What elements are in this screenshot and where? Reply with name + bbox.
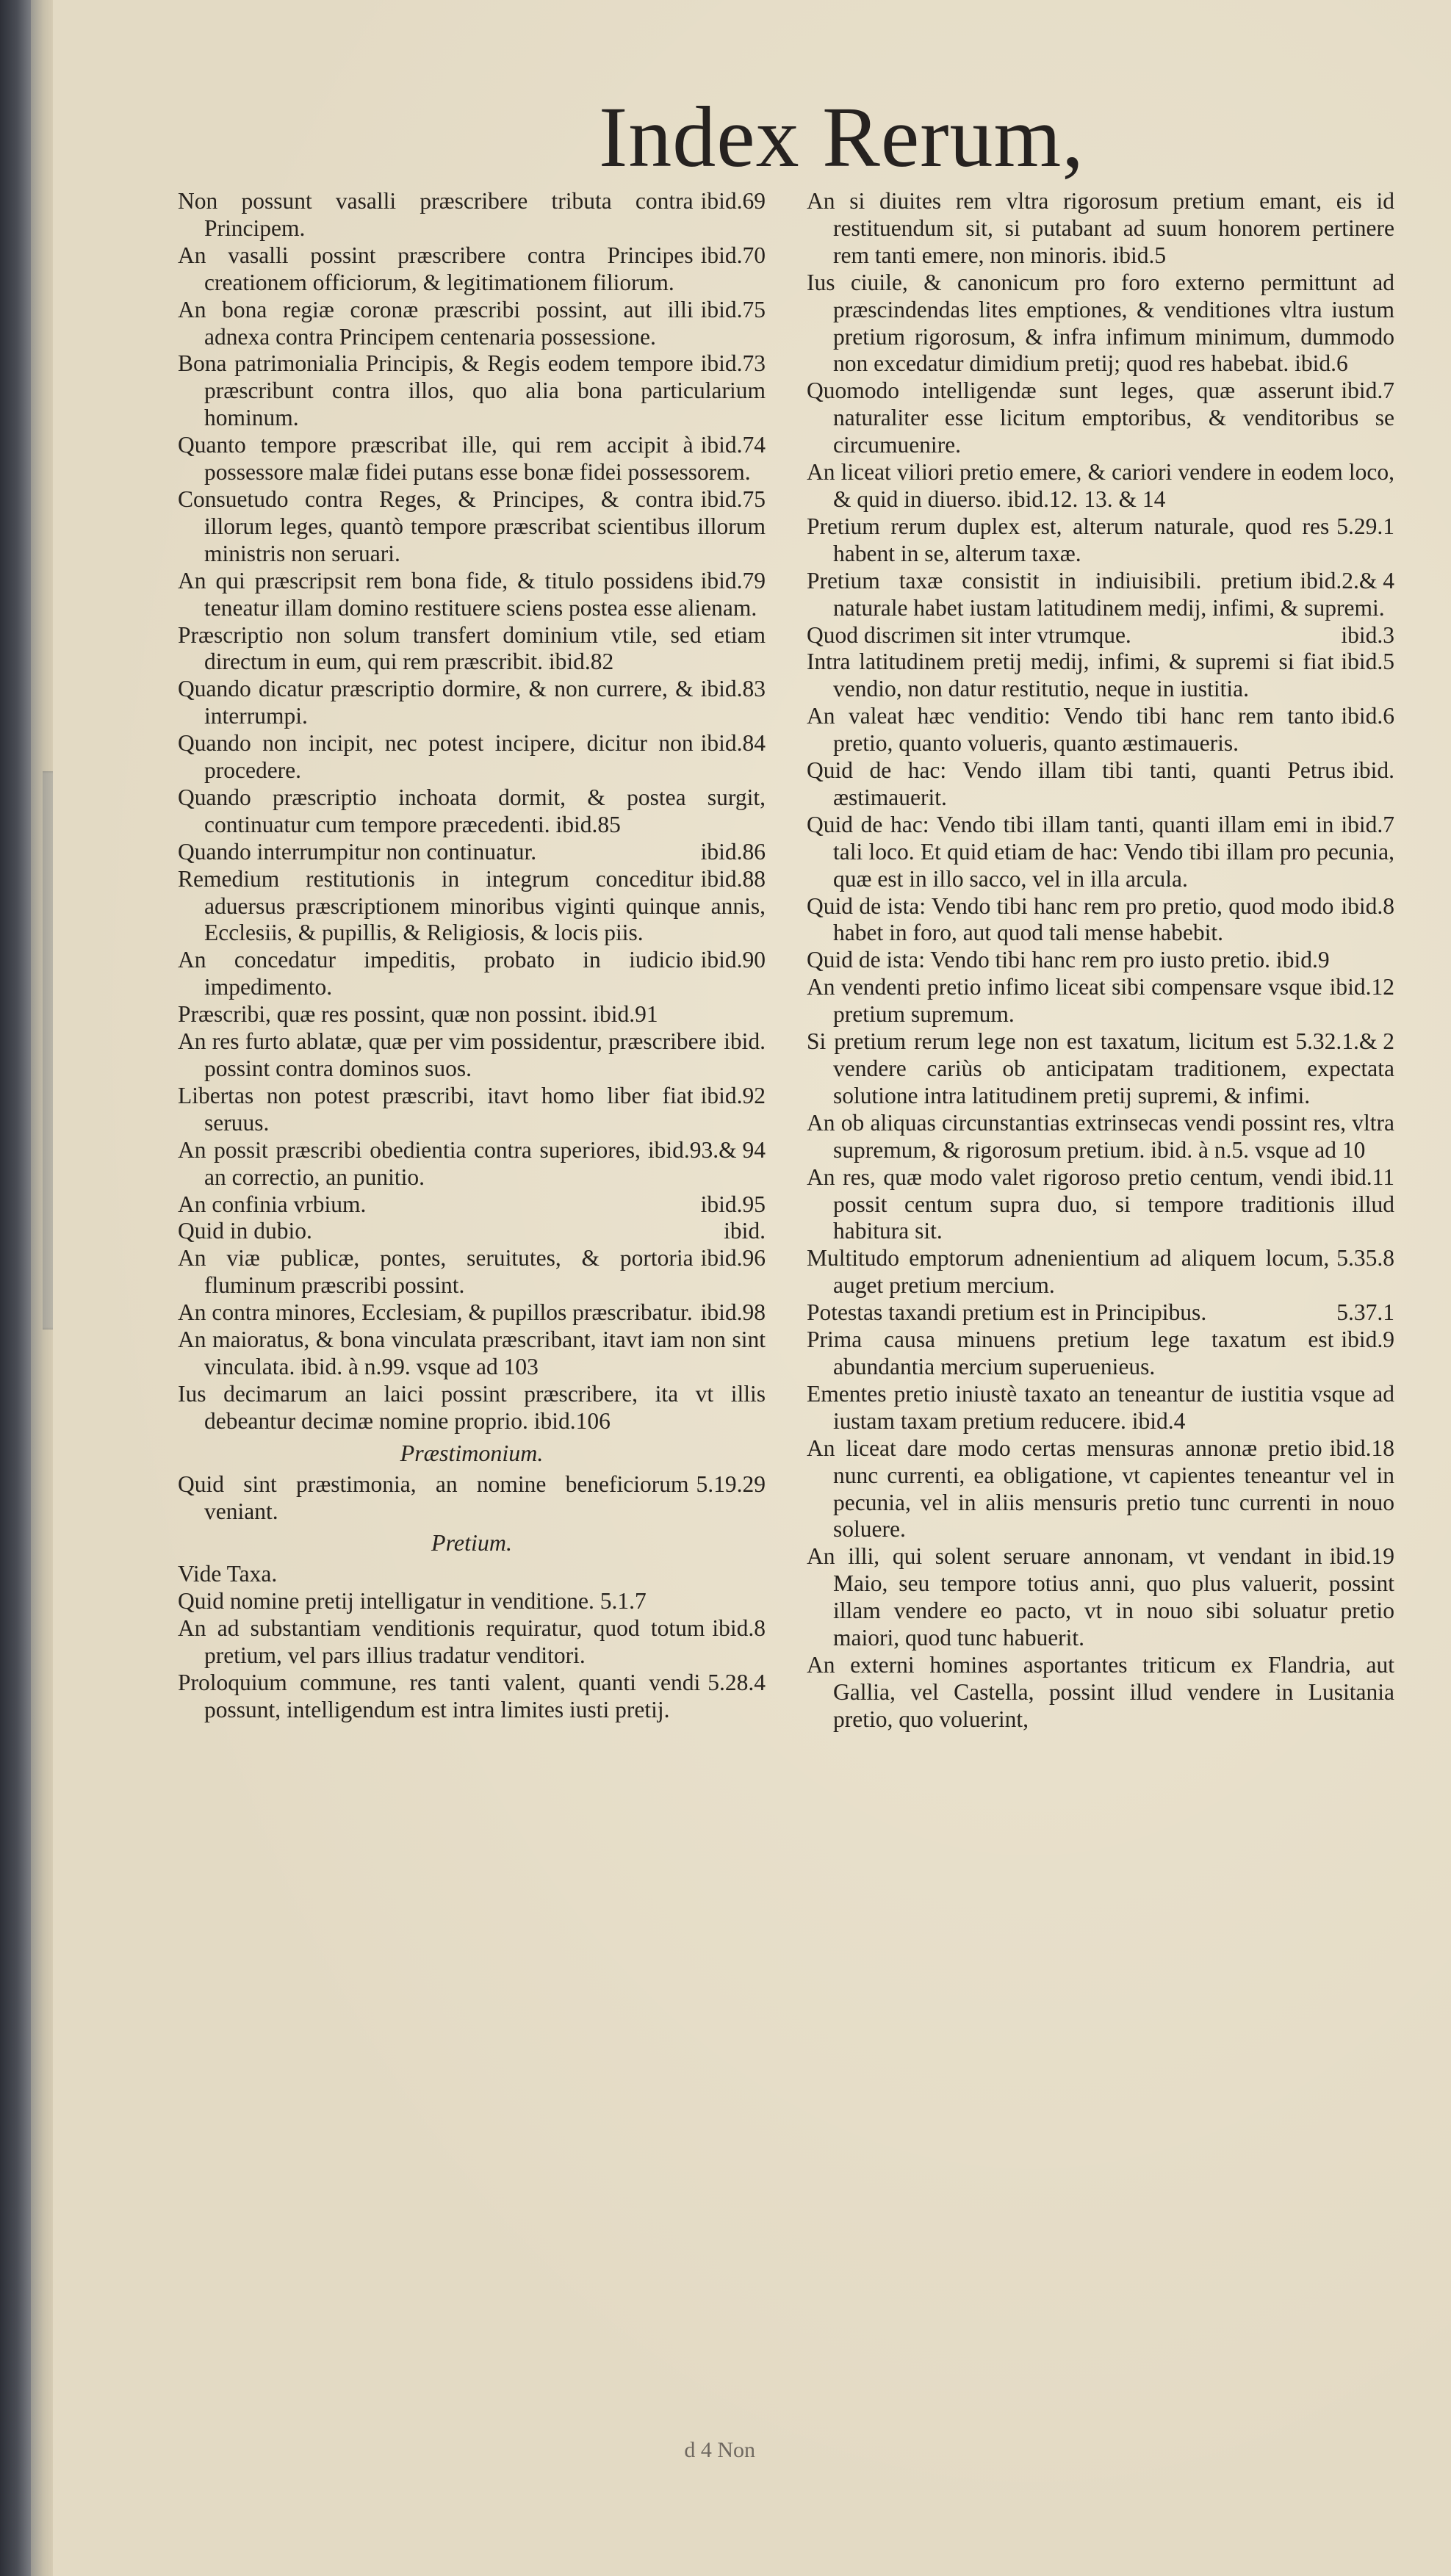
index-entry <box>178 188 766 242</box>
index-entry <box>178 297 766 351</box>
entry-text: Quid de hac: Vendo illam tibi tanti, quanti Petrus æstimauerit. <box>807 757 1346 810</box>
entry-reference: ibid.18 <box>1329 1435 1394 1461</box>
entry-text: An externi homines asportantes triticum ex Flandria, aut Gallia, vel Castella, possint illud vendere in Lusitania pretio, quo voluerint, <box>807 1651 1394 1732</box>
index-entry <box>807 1299 1394 1327</box>
index-entry <box>178 676 766 730</box>
index-entry <box>178 866 766 948</box>
index-entry <box>178 486 766 568</box>
index-entry <box>807 378 1394 459</box>
entry-text: Ementes pretio iniustè taxato an teneantur de iustitia vsque ad iustam taxam pretium reducere. ibid.4 <box>807 1380 1394 1434</box>
entry-text: Præscribi, quæ res possint, quæ non possint. ibid.91 <box>178 1001 658 1028</box>
index-entry <box>807 1652 1394 1733</box>
entry-text: An maioratus, & bona vinculata præscribant, itavt iam non sint vinculata. ibid. à n.99. vsque ad 103 <box>178 1327 766 1379</box>
entry-text: Libertas non potest præscribi, itavt homo liber fiat seruus. <box>178 1082 694 1136</box>
index-entry <box>807 1381 1394 1435</box>
entry-reference: 5.35.8 <box>1336 1245 1394 1271</box>
index-entry <box>178 242 766 297</box>
index-entry <box>178 622 766 677</box>
index-entry <box>807 947 1394 974</box>
entry-text: An confinia vrbium. <box>178 1191 367 1217</box>
index-entry <box>807 703 1394 757</box>
index-entry <box>178 1083 766 1137</box>
index-entry <box>178 1471 766 1526</box>
entry-reference: ibid.75 <box>700 296 766 322</box>
entry-reference: ibid.69 <box>700 188 766 214</box>
index-entry <box>178 1028 766 1083</box>
index-entry <box>178 839 766 866</box>
entry-reference: ibid.88 <box>700 865 766 892</box>
index-entry <box>178 432 766 486</box>
entry-text: Quod discrimen sit inter vtrumque. <box>807 621 1131 648</box>
entry-text: Bona patrimonialia Principis, & Regis eodem tempore præscribunt contra illos, quo alia bona particularium hominum. <box>178 350 766 431</box>
entry-reference: ibid.7 <box>1341 811 1394 837</box>
index-entry <box>178 1561 766 1588</box>
entry-text: An vasalli possint præscribere contra Principes creationem officiorum, & legitimationem filiorum. <box>178 242 694 295</box>
entry-text: An si diuites rem vltra rigorosum pretium emant, eis id restituendum sit, si putabant ad suum honorem pertinere rem tanti emere, non minoris. ibid.5 <box>807 188 1394 268</box>
entry-text: Quando interrumpitur non continuatur. <box>178 838 537 865</box>
index-entry <box>178 1327 766 1381</box>
index-entry <box>807 974 1394 1028</box>
entry-text: An contra minores, Ecclesiam, & pupillos præscribatur. <box>178 1299 693 1326</box>
entry-text: Quando non incipit, nec potest incipere, dicitur non procedere. <box>178 730 694 784</box>
index-entry <box>178 730 766 784</box>
entry-text: Multitudo emptorum adnenientium ad aliquem locum, auget pretium mercium. <box>807 1245 1330 1299</box>
entry-text: Pretium taxæ consistit in indiuisibili. pretium naturale habet iustam latitudinem medij, infimi, & supremi. <box>807 567 1385 621</box>
index-entry <box>807 1110 1394 1164</box>
entry-text: Quid in dubio. <box>178 1218 312 1244</box>
entry-text: Pretium rerum duplex est, alterum naturale, quod res habent in se, alterum taxæ. <box>807 513 1330 566</box>
entry-reference: 5.37.1 <box>1336 1299 1394 1326</box>
entry-text: Quid nomine pretij intelligatur in venditione. 5.1.7 <box>178 1588 647 1614</box>
index-entry <box>178 947 766 1001</box>
entry-text: An viæ publicæ, pontes, seruitutes, & portoria fluminum præscribi possint. <box>178 1245 694 1299</box>
index-entry <box>807 1327 1394 1381</box>
entry-text: An bona regiæ coronæ præscribi possint, aut illi adnexa contra Principem centenaria possessione. <box>178 296 694 350</box>
entry-text: Præscriptio non solum transfert dominium vtile, sed etiam directum in eum, qui rem præscribit. ibid.82 <box>178 621 766 675</box>
entry-text: Quid de ista: Vendo tibi hanc rem pro pretio, quod modo habet in foro, aut quod tali mense habebit. <box>807 892 1334 946</box>
entry-reference: ibid.70 <box>700 242 766 268</box>
index-entry <box>807 568 1394 622</box>
index-entry <box>807 622 1394 649</box>
index-entry <box>807 1164 1394 1246</box>
index-entry <box>807 649 1394 703</box>
entry-reference: ibid.7 <box>1341 378 1394 404</box>
entry-text: An possit præscribi obedientia contra superiores, an correctio, an punitio. <box>178 1136 641 1190</box>
book-spine <box>0 0 31 2576</box>
entry-text: Potestas taxandi pretium est in Principibus. <box>807 1299 1207 1326</box>
entry-reference: ibid.84 <box>700 730 766 757</box>
entry-reference: ibid.73 <box>700 350 766 377</box>
entry-text: Quando præscriptio inchoata dormit, & postea surgit, continuatur cum tempore præcedenti. ibid.85 <box>178 784 766 837</box>
entry-text: Quanto tempore præscribat ille, qui rem accipit à possessore malæ fidei putans esse bonæ fidei possessorem. <box>178 432 751 486</box>
entry-reference: ibid.79 <box>700 567 766 594</box>
entry-reference: ibid.83 <box>700 676 766 702</box>
entry-text: An res, quæ modo valet rigoroso pretio centum, vendi possit centum supra duo, si tempore traditionis illud habitura sit. <box>807 1163 1394 1244</box>
entry-reference: ibid.19 <box>1329 1543 1394 1570</box>
catchword: d 4 Non <box>684 2438 755 2462</box>
entry-reference: ibid.74 <box>700 432 766 458</box>
left-column <box>178 188 766 1724</box>
section-heading: Præstimonium. <box>400 1439 544 1466</box>
entry-reference: ibid. <box>724 1028 766 1055</box>
entry-text: Vide Taxa. <box>178 1561 278 1587</box>
index-entry <box>178 1218 766 1245</box>
entry-reference: ibid.8 <box>712 1615 766 1642</box>
entry-reference: ibid. <box>724 1218 766 1244</box>
entry-text: Remedium restitutionis in integrum conceditur aduersus præscriptionem minoribus viginti quinque annis, Ecclesiis, & pupillis, & Religiosis, & locis piis. <box>178 865 766 946</box>
index-entry <box>807 188 1394 270</box>
index-entry <box>807 513 1394 568</box>
entry-text: Ius decimarum an laici possint præscribere, ita vt illis debeantur decimæ nomine proprio. ibid.106 <box>178 1380 766 1434</box>
entry-reference: ibid.8 <box>1341 892 1394 919</box>
entry-reference: ibid.92 <box>700 1082 766 1108</box>
index-entry <box>807 893 1394 948</box>
entry-text: Prima causa minuens pretium lege taxatum est abundantia mercium superuenieus. <box>807 1327 1334 1379</box>
index-entry <box>178 1245 766 1299</box>
index-entry <box>178 1137 766 1191</box>
index-entry <box>178 784 766 839</box>
entry-text: Quid de hac: Vendo tibi illam tanti, quanti illam emi in tali loco. Et quid etiam de hac: Vendo tibi illam pro pecunia, quæ est in illo sacco, vel in illa arcula. <box>807 811 1394 892</box>
entry-text: An liceat dare modo certas mensuras annonæ pretio nunc currenti, ea obligatione, vt capientes teneantur vel in pecunia, vel in aliis mensuris pretio tunc currenti in nouo soluere. <box>807 1435 1394 1543</box>
entry-reference: ibid. <box>1353 757 1394 784</box>
index-entry <box>178 1299 766 1327</box>
entry-reference: ibid.3 <box>1341 621 1394 648</box>
entry-reference: 5.29.1 <box>1336 513 1394 539</box>
entry-reference: ibid.98 <box>700 1299 766 1326</box>
entry-reference: ibid.5 <box>1341 649 1394 675</box>
entry-reference: ibid.95 <box>700 1191 766 1217</box>
entry-text: An res furto ablatæ, quæ per vim possidentur, præscribere possint contra dominos suos. <box>178 1028 717 1081</box>
index-entry <box>807 270 1394 378</box>
entry-text: Ius ciuile, & canonicum pro foro externo permittunt ad præscindendas lites emptiones, & venditiones vltra iustum pretium rigorosum, & infra infimum minimum, dummodo non excedatur dimidium pretij; quod res habebat. ibid.6 <box>807 269 1394 377</box>
index-entry <box>178 1001 766 1028</box>
entry-text: Intra latitudinem pretij medij, infimi, & supremi si fiat vendio, non datur restitutio, neque in iustitia. <box>807 649 1334 702</box>
index-entry <box>178 1670 766 1724</box>
index-entry <box>178 350 766 432</box>
index-entry <box>178 1588 766 1615</box>
entry-text: Consuetudo contra Reges, & Principes, & contra illorum leges, quantò tempore præscribat scientibus illorum ministris non seruari. <box>178 486 766 566</box>
index-entry <box>807 459 1394 513</box>
entry-text: An liceat viliori pretio emere, & cariori vendere in eodem loco, & quid in diuerso. ibid.12. 13. & 14 <box>807 459 1394 512</box>
entry-text: Quid de ista: Vendo tibi hanc rem pro iusto pretio. ibid.9 <box>807 947 1330 973</box>
entry-text: Quid sint præstimonia, an nomine beneficiorum veniant. <box>178 1471 689 1524</box>
entry-reference: ibid.96 <box>700 1245 766 1271</box>
entry-text: An concedatur impeditis, probato in iudicio impedimento. <box>178 947 694 1000</box>
section-heading: Pretium. <box>431 1529 512 1556</box>
entry-text: An ob aliquas circunstantias extrinsecas vendi possint res, vltra supremum, & rigorosum pretium. ibid. à n.5. vsque ad 10 <box>807 1109 1394 1163</box>
entry-text: An valeat hæc venditio: Vendo tibi hanc rem tanto pretio, quanto volueris, quanto æstimaueris. <box>807 703 1334 757</box>
entry-reference: ibid.11 <box>1330 1163 1394 1190</box>
index-entry <box>178 568 766 622</box>
entry-reference: ibid.93.& 94 <box>647 1136 766 1163</box>
index-entry <box>807 1028 1394 1110</box>
index-entry <box>807 1245 1394 1299</box>
right-column <box>807 188 1394 1733</box>
entry-text: Si pretium rerum lege non est taxatum, licitum est vendere cariùs ob anticipatam traditionem, expectata solutione intra latitudinem pretij supremi, & infimi. <box>807 1028 1394 1108</box>
entry-reference: ibid.2.& 4 <box>1300 567 1394 594</box>
index-entry <box>807 812 1394 893</box>
entry-text: Quomodo intelligendæ sunt leges, quæ asserunt naturaliter esse licitum emptoribus, & venditoribus se circumuenire. <box>807 378 1394 458</box>
entry-reference: ibid.86 <box>700 838 766 865</box>
entry-reference: ibid.12 <box>1329 974 1394 1000</box>
index-entry <box>178 1615 766 1670</box>
index-entry <box>807 757 1394 812</box>
entry-text: An vendenti pretio infimo liceat sibi compensare vsque pretium supremum. <box>807 974 1322 1028</box>
entry-reference: 5.32.1.& 2 <box>1295 1028 1394 1055</box>
index-entry <box>178 1191 766 1219</box>
entry-text: An qui præscripsit rem bona fide, & titulo possidens teneatur illam domino restituere sciens postea esse alienam. <box>178 567 757 621</box>
index-entry <box>807 1543 1394 1652</box>
entry-text: Quando dicatur præscriptio dormire, & non currere, & interrumpi. <box>178 676 694 729</box>
entry-text: An illi, qui solent seruare annonam, vt vendant in Maio, seu tempore totius anni, quo plus valuerit, possint illam vendere eo pacto, vt in nouo sibi soluatur pretio maiori, quod tunc habuerit. <box>807 1543 1394 1651</box>
page-title: Index Rerum, <box>599 89 1084 185</box>
entry-reference: ibid.9 <box>1341 1327 1394 1353</box>
entry-reference: ibid.90 <box>700 947 766 973</box>
index-entry <box>807 1435 1394 1544</box>
entry-text: Proloquium commune, res tanti valent, quanti vendi possunt, intelligendum est intra limites iusti pretij. <box>178 1669 701 1722</box>
entry-reference: 5.19.29 <box>696 1471 766 1497</box>
entry-text: Non possunt vasalli præscribere tributa contra Principem. <box>178 188 694 241</box>
footer <box>178 2430 766 2464</box>
entry-text: An ad substantiam venditionis requiratur, quod totum pretium, vel pars illius tradatur venditori. <box>178 1615 705 1669</box>
entry-reference: 5.28.4 <box>708 1669 766 1695</box>
entry-reference: ibid.6 <box>1341 703 1394 729</box>
entry-reference: ibid.75 <box>700 486 766 512</box>
index-entry <box>178 1381 766 1435</box>
